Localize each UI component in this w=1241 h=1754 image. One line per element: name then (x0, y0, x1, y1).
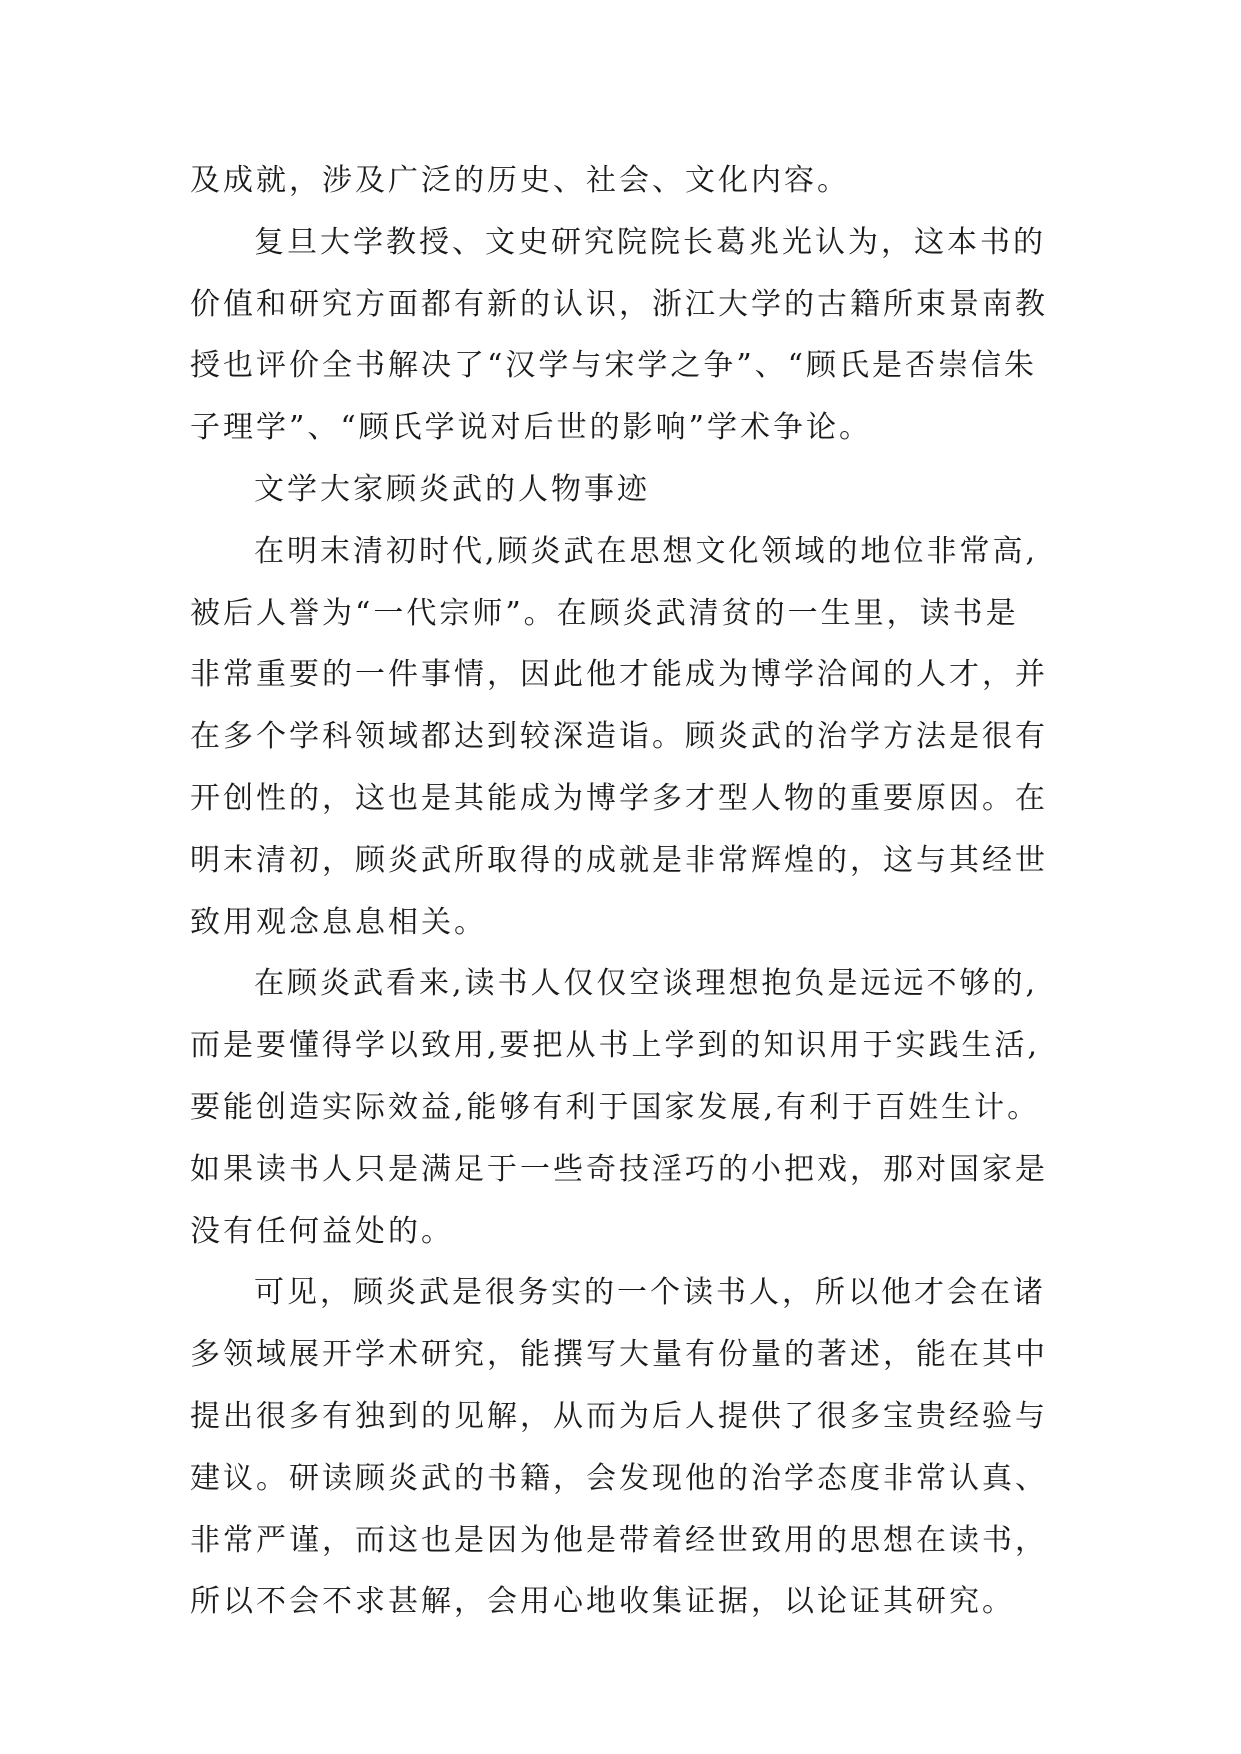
text-line: 多领域展开学术研究，能撰写大量有份量的著述，能在其中 (190, 1337, 1048, 1373)
text-line: 如果读书人只是满足于一些奇技淫巧的小把戏，那对国家是 (190, 1151, 1048, 1187)
text-line: 可见，顾炎武是很务实的一个读书人，所以他才会在诸 (254, 1275, 1046, 1311)
text-line: 开创性的，这也是其能成为博学多才型人物的重要原因。在 (190, 780, 1048, 816)
text-line: 非常严谨，而这也是因为他是带着经世致用的思想在读书， (190, 1522, 1048, 1558)
text-line: 明末清初，顾炎武所取得的成就是非常辉煌的，这与其经世 (190, 842, 1048, 878)
text-line: 子理学”、“顾氏学说对后世的影响”学术争论。 (190, 410, 873, 446)
text-line: 价值和研究方面都有新的认识，浙江大学的古籍所束景南教 (190, 286, 1048, 322)
document-body (190, 150, 1070, 1633)
text-line: 没有任何益处的。 (190, 1213, 454, 1249)
text-line: 授也评价全书解决了“汉学与宋学之争”、“顾氏是否崇信朱 (190, 348, 1038, 384)
text-line: 及成就，涉及广泛的历史、社会、文化内容。 (190, 163, 850, 198)
text-line: 复旦大学教授、文史研究院院长葛兆光认为，这本书的 (254, 224, 1046, 260)
text-line: 提出很多有独到的见解，从而为后人提供了很多宝贵经验与 (190, 1398, 1048, 1434)
text-line: 非常重要的一件事情，因此他才能成为博学洽闻的人才，并 (190, 657, 1048, 693)
text-line: 而是要懂得学以致用,要把从书上学到的知识用于实践生活, (190, 1028, 1041, 1064)
text-line: 在明末清初时代,顾炎武在思想文化领域的地位非常高, (254, 533, 1039, 569)
text-line: 在多个学科领域都达到较深造诣。顾炎武的治学方法是很有 (190, 719, 1048, 755)
text-line: 要能创造实际效益,能够有利于国家发展,有利于百姓生计。 (190, 1089, 1041, 1125)
text-line: 所以不会不求甚解，会用心地收集证据，以论证其研究。 (190, 1584, 1015, 1620)
text-line: 被后人誉为“一代宗师”。在顾炎武清贫的一生里，读书是 (190, 595, 1019, 631)
text-line: 建议。研读顾炎武的书籍，会发现他的治学态度非常认真、 (190, 1460, 1048, 1496)
text-line: 致用观念息息相关。 (190, 904, 487, 940)
text-line: 在顾炎武看来,读书人仅仅空谈理想抱负是远远不够的, (254, 966, 1039, 1002)
text-line: 文学大家顾炎武的人物事迹 (254, 471, 650, 507)
